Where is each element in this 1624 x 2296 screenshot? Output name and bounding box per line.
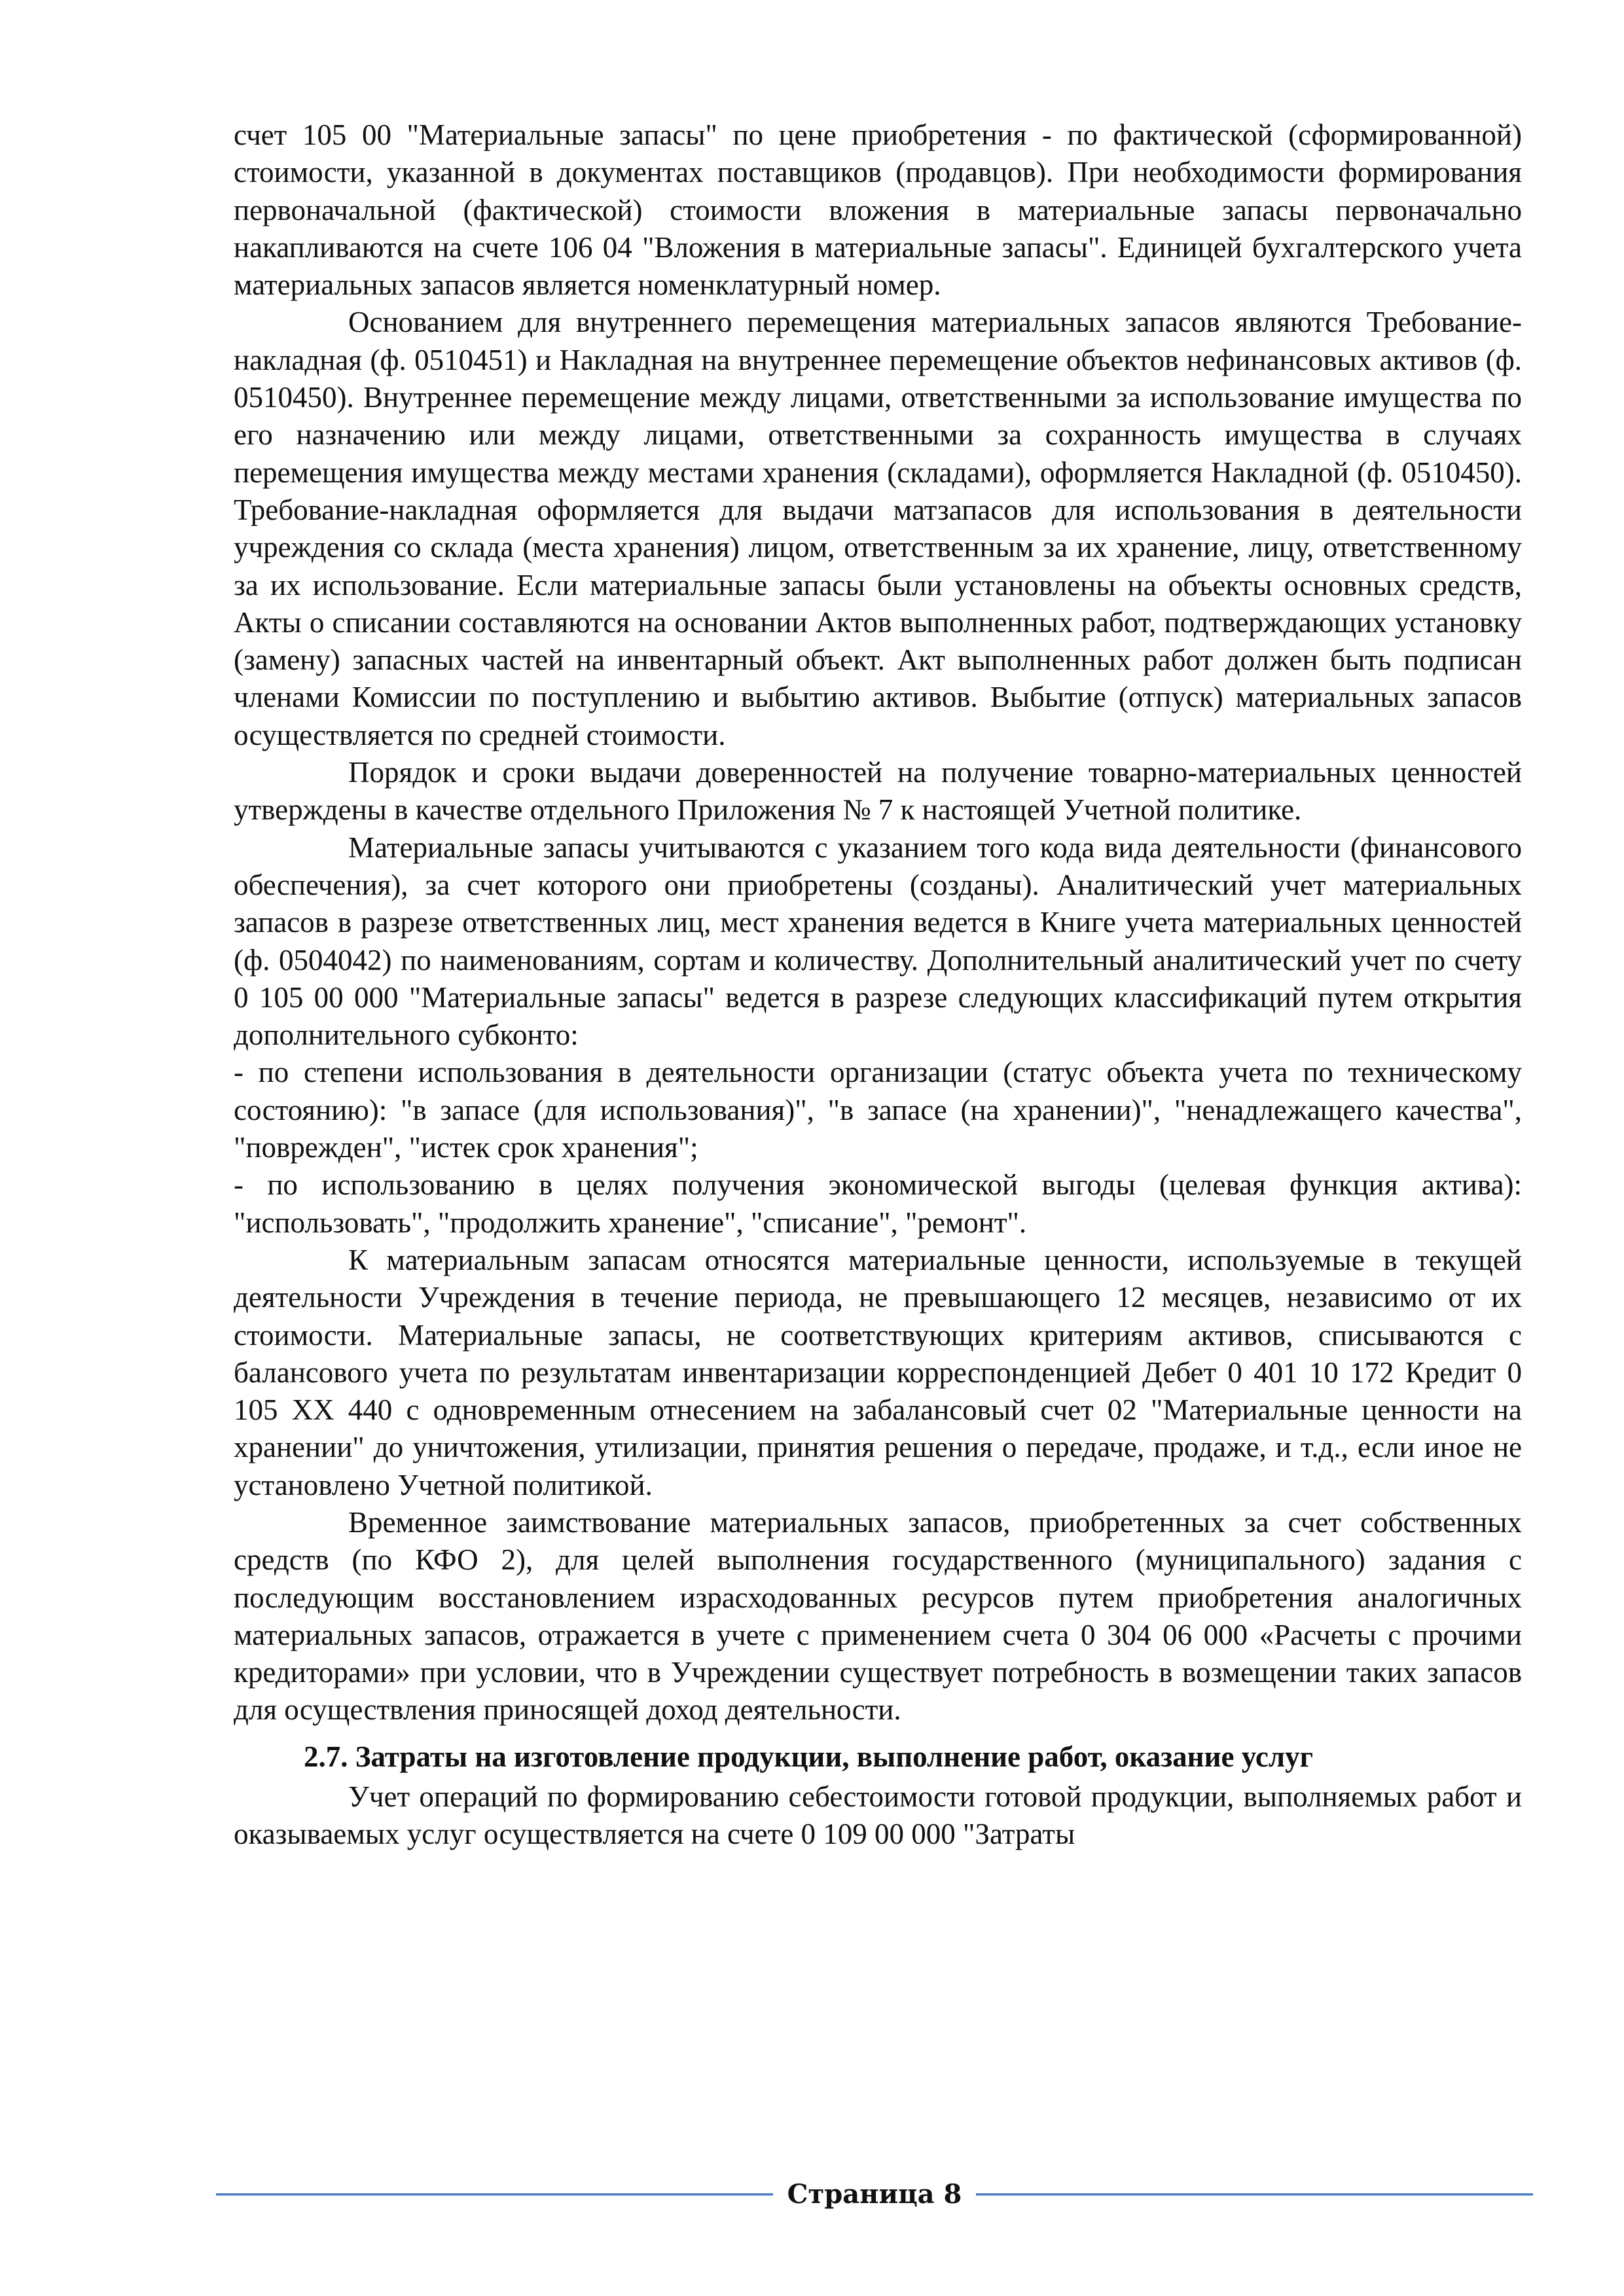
page-number: Страница 8 — [787, 2178, 962, 2210]
footer-rule-right — [976, 2193, 1533, 2195]
document-body — [234, 117, 1522, 1854]
page-footer — [216, 2174, 1533, 2214]
list-item-target-function: - по использованию в целях получения экономической выгоды (целевая функция актива): "использовать", "продолжить хранение", "списание", "ремонт". — [234, 1168, 1522, 1239]
paragraph-material-definition: К материальным запасам относятся материальные ценности, используемые в текущей деятельности Учреждения в течение периода, не превышающего 12 месяцев, независимо от их стоимости. Материальные запасы, не соответствующих критериям активов, списываются с балансового учета по результатам инвентаризации корреспонденцией Дебет 0 401 10 172 Кредит 0 105 XX 440 с одновременным отнесением на забалансовый счет 02 "Материальные ценности на хранении" до уничтожения, утилизации, принятия решения о передаче, продаже, и т.д., если иное не установлено Учетной политикой. — [234, 1243, 1522, 1501]
section-heading: 2.7. Затраты на изготовление продукции, выполнение работ, оказание услуг — [304, 1740, 1314, 1773]
paragraph-cost-accounting: Учет операций по формированию себестоимости готовой продукции, выполняемых работ и оказываемых услуг осуществляется на счете 0 109 00 000 "Затраты — [234, 1780, 1522, 1851]
paragraph-power-of-attorney: Порядок и сроки выдачи доверенностей на получение товарно-материальных ценностей утверждены в качестве отдельного Приложения № 7 к настоящей Учетной политике. — [234, 756, 1522, 827]
paragraph-purchase-cost: счет 105 00 "Материальные запасы" по цене приобретения - по фактической (сформированной) стоимости, указанной в документах поставщиков (продавцов). При необходимости формирования первоначальной (фактической) стоимости вложения в материальные запасы первоначально накапливаются на счете 106 04 "Вложения в материальные запасы". Единицей бухгалтерского учета материальных запасов является номенклатурный номер. — [234, 118, 1522, 302]
paragraph-internal-movement: Основанием для внутреннего перемещения материальных запасов являются Требование-накладная (ф. 0510451) и Накладная на внутреннее перемещение объектов нефинансовых активов (ф. 0510450). Внутреннее перемещение между лицами, ответственными за использование имущества по его назначению или между лицами, ответственными за сохранность имущества в случаях перемещения имущества между местами хранения (складами), оформляется Накладной (ф. 0510450). Требование-накладная оформляется для выдачи матзапасов для использования в деятельности учреждения со склада (места хранения) лицом, ответственным за их хранение, лицу, ответственному за их использование. Если материальные запасы были установлены на объекты основных средств, Акты о списании составляются на основании Актов выполненных работ, подтверждающих установку (замену) запасных частей на инвентарный объект. Акт выполненных работ должен быть подписан членами Комиссии по поступлению и выбытию активов. Выбытие (отпуск) материальных запасов осуществляется по средней стоимости. — [234, 306, 1522, 751]
paragraph-analytical-accounting: Материальные запасы учитываются с указанием того кода вида деятельности (финансового обеспечения), за счет которого они приобретены (созданы). Аналитический учет материальных запасов в разрезе ответственных лиц, мест хранения ведется в Книге учета материальных ценностей (ф. 0504042) по наименованиям, сортам и количеству. Дополнительный аналитический учет по счету 0 105 00 000 "Материальные запасы" ведется в разрезе следующих классификаций путем открытия дополнительного субконто: — [234, 831, 1522, 1052]
paragraph-temporary-borrowing: Временное заимствование материальных запасов, приобретенных за счет собственных средств (по КФО 2), для целей выполнения государственного (муниципального) задания с последующим восстановлением израсходованных ресурсов путем приобретения аналогичных материальных запасов, отражается в учете с применением счета 0 304 06 000 «Расчеты с прочими кредиторами» при условии, что в Учреждении существует потребность в возмещении таких запасов для осуществления приносящей доход деятельности. — [234, 1505, 1522, 1727]
list-item-usage-status: - по степени использования в деятельности организации (статус объекта учета по техническому состоянию): "в запасе (для использования)", "в запасе (на хранении)", "ненадлежащего качества", "поврежден", "истек срок хранения"; — [234, 1056, 1522, 1164]
footer-rule-left — [216, 2193, 773, 2195]
